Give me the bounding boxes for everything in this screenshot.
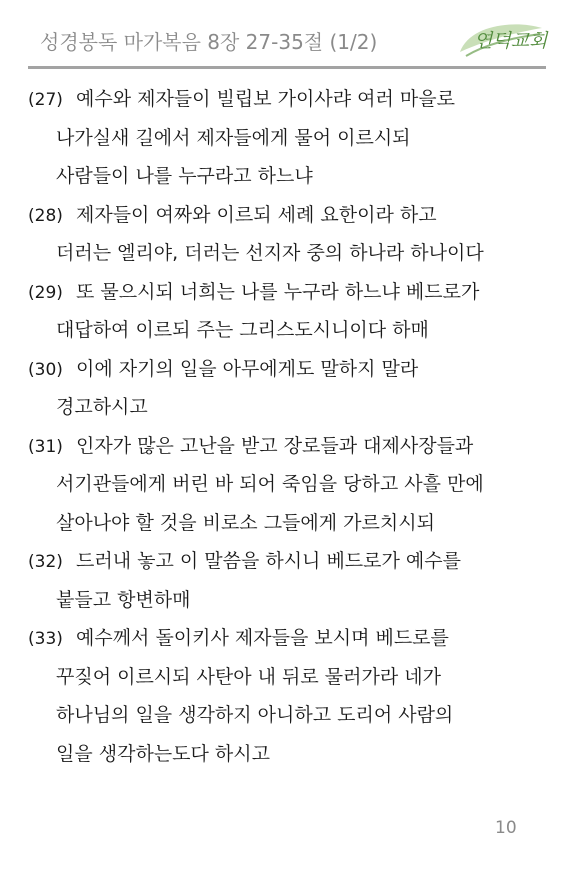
verse-text: 인자가 많은 고난을 받고 장로들과 대제사장들과 bbox=[76, 434, 474, 457]
verse-line bbox=[28, 542, 558, 581]
verse-text: 예수께서 돌이키사 제자들을 보시며 베드로를 bbox=[76, 627, 449, 649]
verse-list bbox=[28, 80, 558, 773]
verse-block bbox=[28, 80, 558, 196]
verse-line bbox=[28, 388, 558, 427]
verse-line bbox=[28, 311, 558, 350]
slide-header bbox=[0, 0, 567, 70]
verse-line bbox=[28, 350, 558, 389]
verse-block bbox=[28, 196, 558, 273]
verse-text: 제자들이 여짜와 이르되 세례 요한이라 하고 bbox=[76, 203, 437, 226]
verse-line bbox=[28, 696, 558, 735]
header-divider bbox=[28, 66, 546, 69]
verse-block bbox=[28, 619, 558, 773]
verse-text: 사람들이 나를 누구라고 하느냐 bbox=[56, 165, 313, 187]
verse-line bbox=[28, 234, 558, 273]
verse-text: 살아나야 할 것을 비로소 그들에게 가르치시되 bbox=[56, 511, 435, 534]
verse-line bbox=[28, 619, 558, 658]
verse-text: 하나님의 일을 생각하지 아니하고 도리어 사람의 bbox=[56, 704, 454, 726]
church-logo bbox=[450, 8, 550, 64]
verse-text: 일을 생각하는도다 하시고 bbox=[56, 742, 270, 765]
page-number: 10 bbox=[495, 818, 517, 838]
verse-text: 이에 자기의 일을 아무에게도 말하지 말라 bbox=[76, 357, 419, 380]
verse-text: 또 물으시되 너희는 나를 누구라 하느냐 베드로가 bbox=[76, 280, 480, 303]
verse-text: 예수와 제자들이 빌립보 가이사랴 여러 마을로 bbox=[76, 88, 455, 110]
verse-line bbox=[28, 196, 558, 235]
verse-line bbox=[28, 80, 558, 119]
verse-text: 경고하시고 bbox=[56, 396, 148, 418]
verse-block bbox=[28, 350, 558, 427]
verse-line bbox=[28, 735, 558, 774]
verse-number: (33) bbox=[28, 629, 63, 649]
logo-text: 연덕교회 bbox=[474, 30, 548, 52]
verse-number: (29) bbox=[28, 282, 63, 303]
verse-line bbox=[28, 427, 558, 466]
verse-text: 붙들고 항변하매 bbox=[56, 588, 191, 611]
verse-line bbox=[28, 581, 558, 620]
verse-line bbox=[28, 504, 558, 543]
verse-number: (31) bbox=[28, 436, 63, 457]
verse-text: 드러내 놓고 이 말씀을 하시니 베드로가 예수를 bbox=[76, 550, 461, 572]
verse-text: 꾸짖어 이르시되 사탄아 내 뒤로 물러가라 네가 bbox=[56, 665, 441, 688]
verse-line bbox=[28, 658, 558, 697]
slide-title: 성경봉독 마가복음 8장 27-35절 (1/2) bbox=[40, 30, 378, 54]
verse-block bbox=[28, 427, 558, 543]
verse-line bbox=[28, 119, 558, 158]
verse-text: 서기관들에게 버린 바 되어 죽임을 당하고 사흘 만에 bbox=[56, 473, 484, 495]
verse-number: (32) bbox=[28, 552, 63, 572]
verse-number: (27) bbox=[28, 90, 63, 110]
verse-text: 나가실새 길에서 제자들에게 물어 이르시되 bbox=[56, 126, 411, 149]
verse-block bbox=[28, 542, 558, 619]
verse-number: (30) bbox=[28, 359, 63, 380]
verse-line bbox=[28, 157, 558, 196]
verse-text: 대답하여 이르되 주는 그리스도시니이다 하매 bbox=[56, 319, 429, 341]
verse-number: (28) bbox=[28, 205, 63, 226]
verse-text: 더러는 엘리야, 더러는 선지자 중의 하나라 하나이다 bbox=[56, 242, 484, 264]
verse-line bbox=[28, 465, 558, 504]
verse-line bbox=[28, 273, 558, 312]
verse-block bbox=[28, 273, 558, 350]
